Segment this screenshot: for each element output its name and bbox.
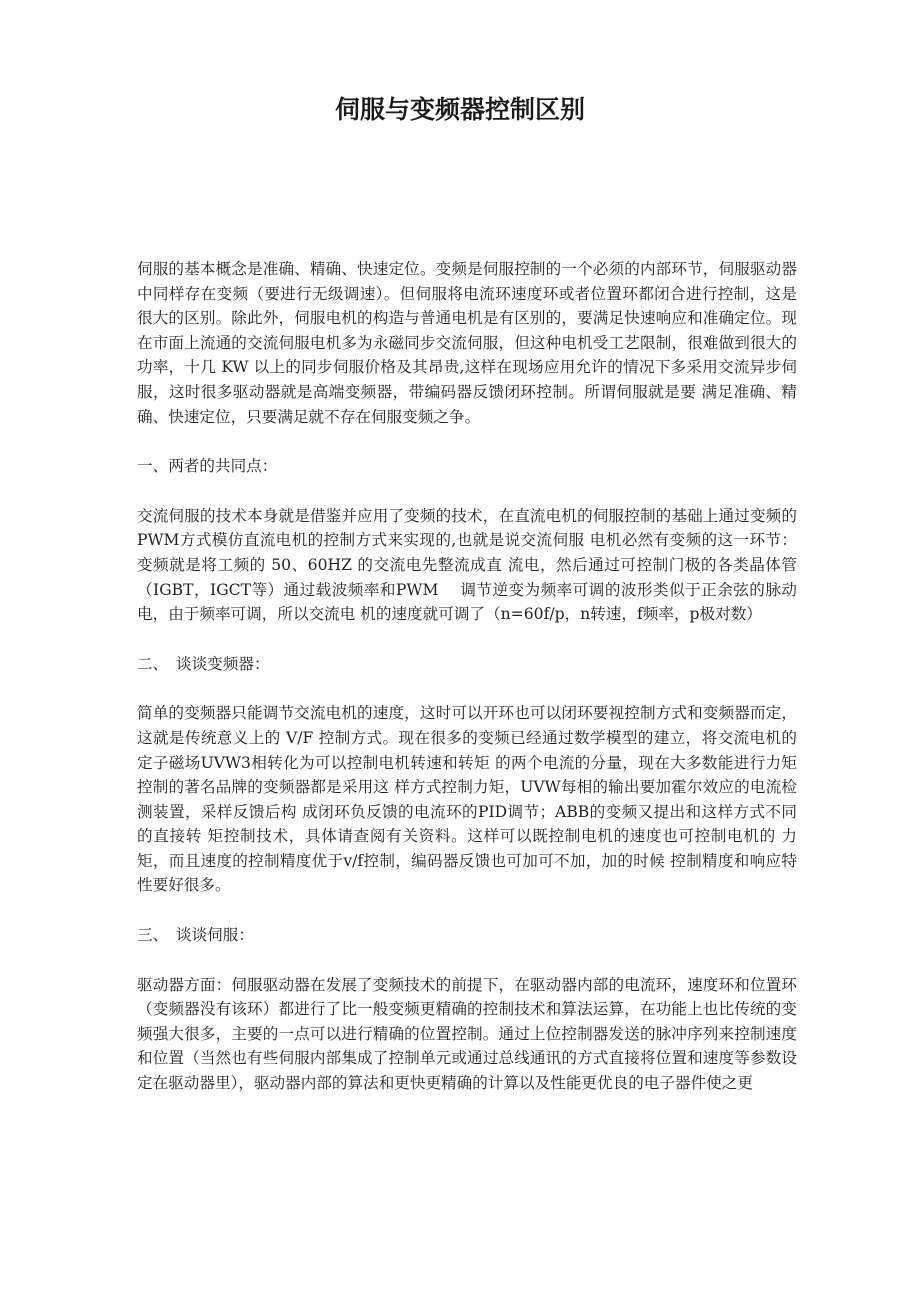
section-1-paragraph: 交流伺服的技术本身就是借鉴并应用了变频的技术，在直流电机的伺服控制的基础上通过变频的PWM方式模仿直流电机的控制方式来实现的,也就是说交流伺服 电机必然有变频的这一环节：变频就是将工频的 50、60HZ 的交流电先整流成直 流电，然后通过可控制门极的各类晶体管（IGBT，IGCT等）通过载波频率和PWM 调节逆变为频率可调的波形类似于正余弦的脉动电，由于频率可调，所以交流电 机的速度就可调了（n=60f/p，n转速，f频率，p极对数） [137,506,797,624]
document-title: 伺服与变频器控制区别 [334,95,585,124]
section-1-heading: 一、两者的共同点： [137,457,278,476]
section-3-paragraph: 驱动器方面：伺服驱动器在发展了变频技术的前提下，在驱动器内部的电流环，速度环和位置环（变频器没有该环）都进行了比一般变频更精确的控制技术和算法运算，在功能上也比传统的变频强大很多，主要的一点可以进行精确的位置控制。通过上位控制器发送的脉冲序列来控制速度和位置（当然也有些伺服内部集成了控制单元或通过总线通讯的方式直接将位置和速度等参数设定在驱动器里），驱动器内部的算法和更快更精确的计算以及性能更优良的电子器件使之更 [137,975,797,1093]
document-body [137,257,797,1096]
section-2-heading: 二、 谈谈变频器： [137,654,270,673]
section-3-heading: 三、 谈谈伺服： [137,926,254,945]
section-2-paragraph: 简单的变频器只能调节交流电机的速度，这时可以开环也可以闭环要视控制方式和变频器而定，这就是传统意义上的 V/F 控制方式。现在很多的变频已经通过数学模型的建立，将交流电机的定子磁场UVW3相转化为可以控制电机转速和转矩 的两个电流的分量，现在大多数能进行力矩控制的著名品牌的变频器都是采用这 样方式控制力矩，UVW每相的输出要加霍尔效应的电流检测装置，采样反馈后构 成闭环负反馈的电流环的PID调节；ABB的变频又提出和这样方式不同的直接转 矩控制技术，具体请查阅有关资料。这样可以既控制电机的速度也可控制电机的 力矩，而且速度的控制精度优于v/f控制，编码器反馈也可加可不加，加的时候 控制精度和响应特性要好很多。 [137,704,797,895]
intro-paragraph: 伺服的基本概念是准确、精确、快速定位。变频是伺服控制的一个必须的内部环节，伺服驱动器中同样存在变频（要进行无级调速）。但伺服将电流环速度环或者位置环都闭合进行控制，这是很大的区别。除此外，伺服电机的构造与普通电机是有区别的，要满足快速响应和准确定位。现在市面上流通的交流伺服电机多为永磁同步交流伺服，但这种电机受工艺限制，很难做到很大的功率，十几 KW 以上的同步伺服价格及其昂贵,这样在现场应用允许的情况下多采用交流异步伺 服，这时很多驱动器就是高端变频器，带编码器反馈闭环控制。所谓伺服就是要 满足准确、精确、快速定位，只要满足就不存在伺服变频之争。 [137,260,797,426]
